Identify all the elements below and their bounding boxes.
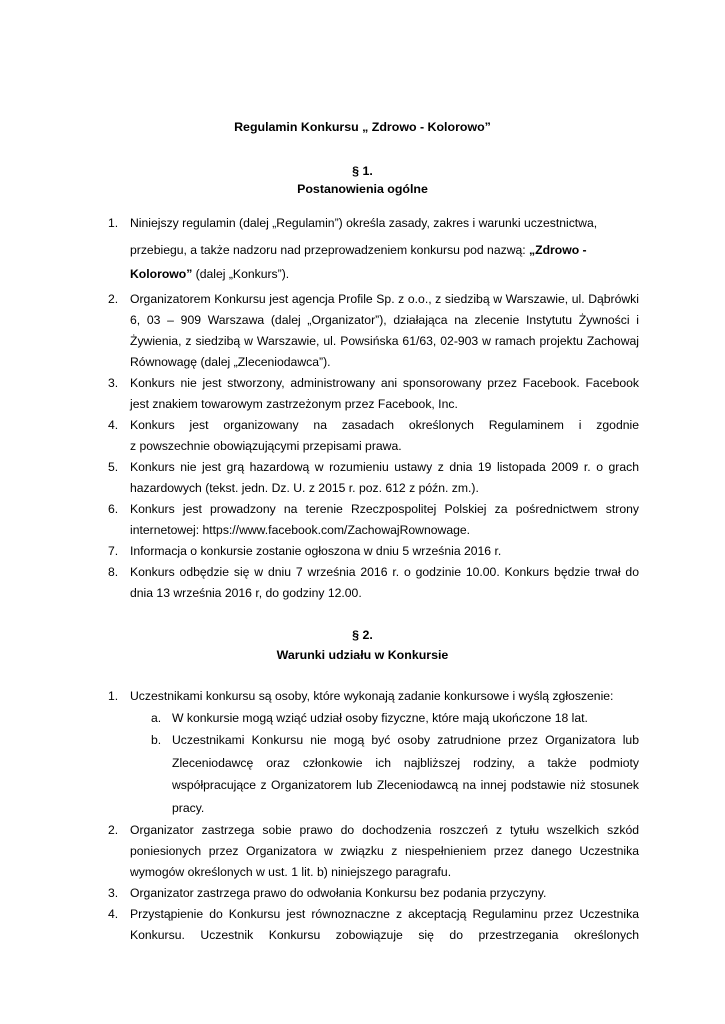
- list-item-text: Konkurs odbędzie się w dniu 7 września 2016 r. o godzinie 10.00. Konkurs będzie trwał do: [130, 565, 639, 579]
- list-item-text: Organizatorem Konkursu jest agencja Profile Sp. z o.o., z siedzibą w Warszawie, ul. Dąbrówki: [130, 292, 639, 306]
- list-item-text: Organizator zastrzega sobie prawo do dochodzenia roszczeń z tytułu wszelkich szkód: [130, 823, 639, 837]
- list-item-text: Niniejszy regulamin (dalej „Regulamin”) określa zasady, zakres i warunki uczestnictwa,: [130, 216, 598, 230]
- list-item-text: poniesionych przez Organizatora w związku z niespełnieniem przez danego Uczestnika: [130, 844, 639, 858]
- list-item-text: Informacja o konkursie zostanie ogłoszona w dniu 5 września 2016 r.: [130, 544, 502, 558]
- sub-list-item-text: W konkursie mogą wziąć udział osoby fizyczne, które mają ukończone 18 lat.: [172, 711, 588, 725]
- section-1-heading: § 1.: [352, 164, 373, 178]
- contest-name-bold: „Zdrowo -: [529, 243, 587, 257]
- list-item-text: Konkurs nie jest stworzony, administrowany ani sponsorowany przez Facebook. Facebook: [130, 376, 639, 390]
- list-item-text: Konkurs jest organizowany na zasadach określonych Regulaminem i zgodnie: [130, 418, 639, 432]
- sub-list-letter: a.: [151, 711, 162, 725]
- list-item-text: 6, 03 – 909 Warszawa (dalej „Organizator”), działająca na zlecenie Instytutu Żywności i: [130, 313, 639, 327]
- list-item-text: Konkursu. Uczestnik Konkursu zobowiązuje się do przestrzegania określonych: [130, 928, 639, 942]
- document-title: Regulamin Konkursu „ Zdrowo - Kolorowo”: [234, 120, 491, 134]
- list-number: 2.: [108, 823, 119, 837]
- list-number: 4.: [108, 907, 119, 921]
- list-number: 3.: [108, 376, 119, 390]
- sub-list-letter: b.: [151, 733, 162, 747]
- list-item-text: dnia 13 września 2016 r, do godziny 12.00.: [130, 586, 362, 600]
- list-number: 3.: [108, 886, 119, 900]
- list-item-text: internetowej: https://www.facebook.com/ZachowajRownowage.: [130, 523, 471, 537]
- list-number: 8.: [108, 565, 119, 579]
- list-item-text: hazardowych (tekst. jedn. Dz. U. z 2015 r. poz. 612 z późn. zm.).: [130, 481, 479, 495]
- sub-list-item-text: pracy.: [172, 801, 205, 815]
- list-number: 5.: [108, 460, 119, 474]
- sub-list-item-text: Zleceniodawcę oraz członkowie ich najbliższej rodziny, a także podmioty: [172, 756, 639, 770]
- list-number: 2.: [108, 292, 119, 306]
- list-item-text: Kolorowo” (dalej „Konkurs”).: [130, 267, 290, 281]
- section-2-subheading: Warunki udziału w Konkursie: [276, 648, 449, 662]
- list-number: 1.: [108, 216, 119, 230]
- list-number: 1.: [108, 689, 119, 703]
- list-item-text: Żywienia, z siedzibą w Warszawie, ul. Powsińska 61/63, 02-903 w ramach projektu Zachowaj: [130, 334, 639, 348]
- list-item-text: Konkurs jest prowadzony na terenie Rzeczpospolitej Polskiej za pośrednictwem strony: [130, 502, 639, 516]
- list-item-text: z powszechnie obowiązującymi przepisami prawa.: [130, 439, 402, 453]
- list-item-text: przebiegu, a także nadzoru nad przeprowadzeniem konkursu pod nazwą: „Zdrowo -: [130, 243, 587, 257]
- list-number: 4.: [108, 418, 119, 432]
- list-number: 7.: [108, 544, 119, 558]
- list-item-text: jest znakiem towarowym zastrzeżonym przez Facebook, Inc.: [130, 397, 458, 411]
- contest-name-bold: Kolorowo”: [130, 267, 193, 281]
- sub-list-item-text: Uczestnikami Konkursu nie mogą być osoby zatrudnione przez Organizatora lub: [172, 733, 639, 747]
- list-item-text: Przystąpienie do Konkursu jest równoznaczne z akceptacją Regulaminu przez Uczestnika: [130, 907, 639, 921]
- list-item-text: Uczestnikami konkursu są osoby, które wykonają zadanie konkursowe i wyślą zgłoszenie:: [130, 689, 614, 703]
- list-number: 6.: [108, 502, 119, 516]
- list-item-text: wymogów określonych w ust. 1 lit. b) niniejszego paragrafu.: [130, 865, 452, 879]
- section-1-subheading: Postanowienia ogólne: [297, 182, 428, 196]
- list-item-text: Równowagę (dalej „Zleceniodawca”).: [130, 355, 331, 369]
- list-item-text: Konkurs nie jest grą hazardową w rozumieniu ustawy z dnia 19 listopada 2009 r. o grach: [130, 460, 639, 474]
- list-item-text: Organizator zastrzega prawo do odwołania Konkursu bez podania przyczyny.: [130, 886, 547, 900]
- section-2-heading: § 2.: [352, 628, 373, 642]
- sub-list-item-text: współpracujące z Organizatorem lub Zleceniodawcą na innej podstawie niż stosunek: [172, 778, 639, 792]
